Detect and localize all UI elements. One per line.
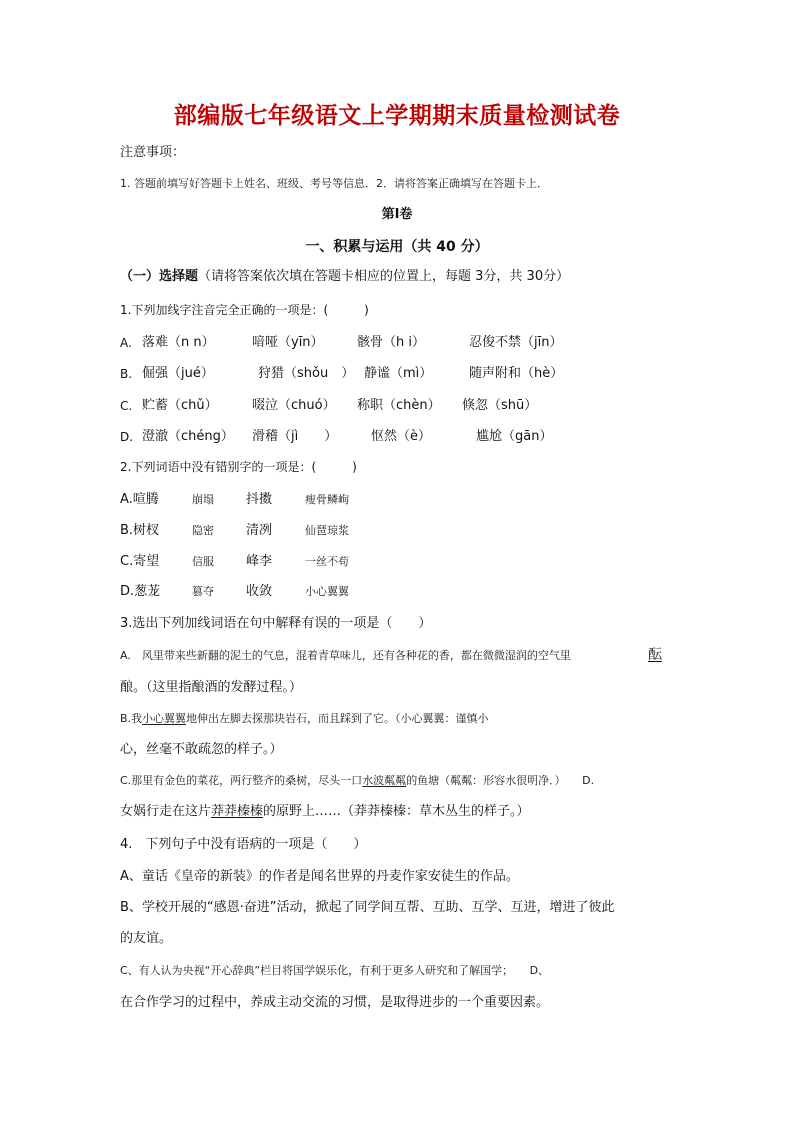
q3-stem: 3.选出下列加线词语在句中解释有误的一项是（ ） bbox=[120, 616, 432, 631]
q1-option-b-item4: 随声附和（hè） bbox=[469, 366, 564, 381]
q3-option-c-rest: 的鱼塘（粼粼：形容水很明净．） D. bbox=[406, 774, 595, 787]
q3-option-d-underlined-word: 莽莽榛榛 bbox=[211, 804, 264, 819]
q1-option-a-item3: 骸骨（h i） bbox=[357, 335, 425, 350]
q2-option-b-word3: 清冽 bbox=[246, 523, 273, 538]
page-title: 部编版七年级语文上学期期末质量检测试卷 bbox=[173, 102, 621, 129]
q4-option-b-line1: B、学校开展的“感恩·奋进”活动，掀起了同学间互帮、互助、互学、互进，增进了彼此 bbox=[120, 900, 615, 915]
q2-option-a-word2: 崩塌 bbox=[192, 493, 214, 506]
q3-option-b-underlined-word: 小心翼翼 bbox=[142, 712, 187, 725]
q1-option-d-item4: 尴尬（gān） bbox=[476, 429, 553, 444]
q3-option-b-line1 bbox=[120, 713, 489, 724]
part-note: （请将答案依次填在答题卡相应的位置上，每题 3分，共 30分） bbox=[198, 269, 570, 284]
q2-option-a-word4: 瘦骨鳞峋 bbox=[305, 493, 349, 506]
q3-option-c-underlined-word: 水波粼粼 bbox=[362, 774, 407, 787]
q2-option-b-word1: B.树杈 bbox=[120, 523, 160, 538]
q1-option-c-item2: 啜泣（chuó） bbox=[252, 398, 336, 413]
q1-option-c-item3: 称职（chèn） bbox=[357, 398, 441, 413]
notice-heading: 注意事项： bbox=[120, 145, 186, 160]
q4-option-b-line2: 的友谊。 bbox=[120, 931, 173, 946]
part-label: （一）选择题 bbox=[120, 269, 199, 284]
q2-option-c-word4: 一丝不苟 bbox=[305, 555, 349, 568]
q3-option-c-prefix: C.那里有金色的菜花，两行整齐的桑树，尽头一口 bbox=[120, 774, 363, 787]
q1-option-d-item1: 澄澈（chéng） bbox=[142, 429, 234, 444]
q2-option-d-word1: D.葱茏 bbox=[120, 584, 161, 599]
q1-option-c-letter: C. bbox=[120, 399, 133, 413]
q2-option-b-word2: 隐密 bbox=[192, 524, 214, 537]
q4-option-d: 在合作学习的过程中，养成主动交流的习惯，是取得进步的一个重要因素。 bbox=[120, 995, 550, 1010]
q1-option-c-item1: 贮蓄（chǔ） bbox=[142, 398, 218, 413]
q2-stem: 2.下列词语中没有错别字的一项是：( ) bbox=[120, 460, 357, 474]
q4-option-a: A、童话《皇帝的新装》的作者是闻名世界的丹麦作家安徒生的作品。 bbox=[120, 869, 519, 884]
q1-option-b-letter: B. bbox=[120, 367, 133, 381]
notice-line: 1. 答题前填写好答题卡上姓名、班级、考号等信息．2．请将答案正确填写在答题卡上． bbox=[120, 177, 548, 190]
q2-option-d-word4: 小心翼翼 bbox=[305, 585, 349, 598]
volume-heading: 第I卷 bbox=[381, 207, 413, 222]
q2-option-a-word3: 抖擞 bbox=[246, 492, 273, 507]
q2-option-c-word1: C.寄望 bbox=[120, 554, 160, 569]
q3-option-d-rest: 的原野上……（莽莽榛榛：草木丛生的样子。） bbox=[263, 804, 530, 819]
section-heading: 一、积累与运用（共 40 分） bbox=[305, 239, 489, 255]
q1-option-a-letter: A. bbox=[120, 336, 132, 350]
q4-option-c-line: C、有人认为央视“开心辞典”栏目将国学娱乐化，有利于更多人研究和了解国学； D、 bbox=[120, 964, 550, 977]
q3-option-d-prefix: 女娲行走在这片 bbox=[120, 804, 212, 819]
q2-option-b-word4: 仙琶琼浆 bbox=[305, 524, 349, 537]
q1-option-a-item2: 喑哑（yīn） bbox=[252, 335, 324, 350]
q2-option-c-word2: 信服 bbox=[192, 555, 214, 568]
q1-option-a-item4: 忍俊不禁（jīn） bbox=[469, 335, 563, 350]
q3-option-a-underlined-word: 酝 bbox=[648, 647, 662, 663]
q2-option-a-word1: A.喧腾 bbox=[120, 492, 159, 507]
q1-option-a-item1: 落难（n n） bbox=[142, 335, 215, 350]
q2-option-d-word2: 篡夺 bbox=[192, 585, 214, 598]
q3-option-a-line2: 酿。（这里指酿酒的发酵过程。） bbox=[120, 680, 303, 695]
q2-option-d-word3: 收敛 bbox=[246, 584, 273, 599]
q3-option-b-prefix: B.我 bbox=[120, 712, 143, 725]
part-heading bbox=[120, 270, 569, 283]
q1-option-d-item2: 滑稽（jì ） bbox=[252, 429, 338, 444]
q3-option-c-line bbox=[120, 775, 594, 786]
q4-stem: 4. 下列句子中没有语病的一项是（ ） bbox=[120, 837, 367, 852]
q1-option-d-item3: 怄然（è） bbox=[371, 429, 431, 444]
q1-stem: 1.下列加线字注音完全正确的一项是：( ) bbox=[120, 303, 369, 317]
q3-option-b-rest: 地伸出左脚去探那块岩石，而且踩到了它。（小心翼翼：谨慎小 bbox=[186, 712, 489, 725]
q1-option-b-item2: 狩猎（shǒu ） bbox=[258, 366, 355, 381]
q3-option-a-line1: A. 风里带来些新翻的泥土的气息，混着青草味儿，还有各种花的香，都在微微湿润的空气里 bbox=[120, 649, 571, 662]
q1-option-b-item3: 静谧（mì） bbox=[364, 366, 433, 381]
q1-option-b-item1: 倔强（jué） bbox=[142, 366, 214, 381]
q1-option-c-item4: 倏忽（shū） bbox=[462, 398, 538, 413]
q3-option-b-line2: 心，丝毫不敢疏忽的样子。） bbox=[120, 742, 283, 757]
q2-option-c-word3: 峰李 bbox=[246, 554, 273, 569]
q1-option-d-letter: D. bbox=[120, 430, 134, 444]
q3-option-d-line bbox=[120, 805, 530, 818]
